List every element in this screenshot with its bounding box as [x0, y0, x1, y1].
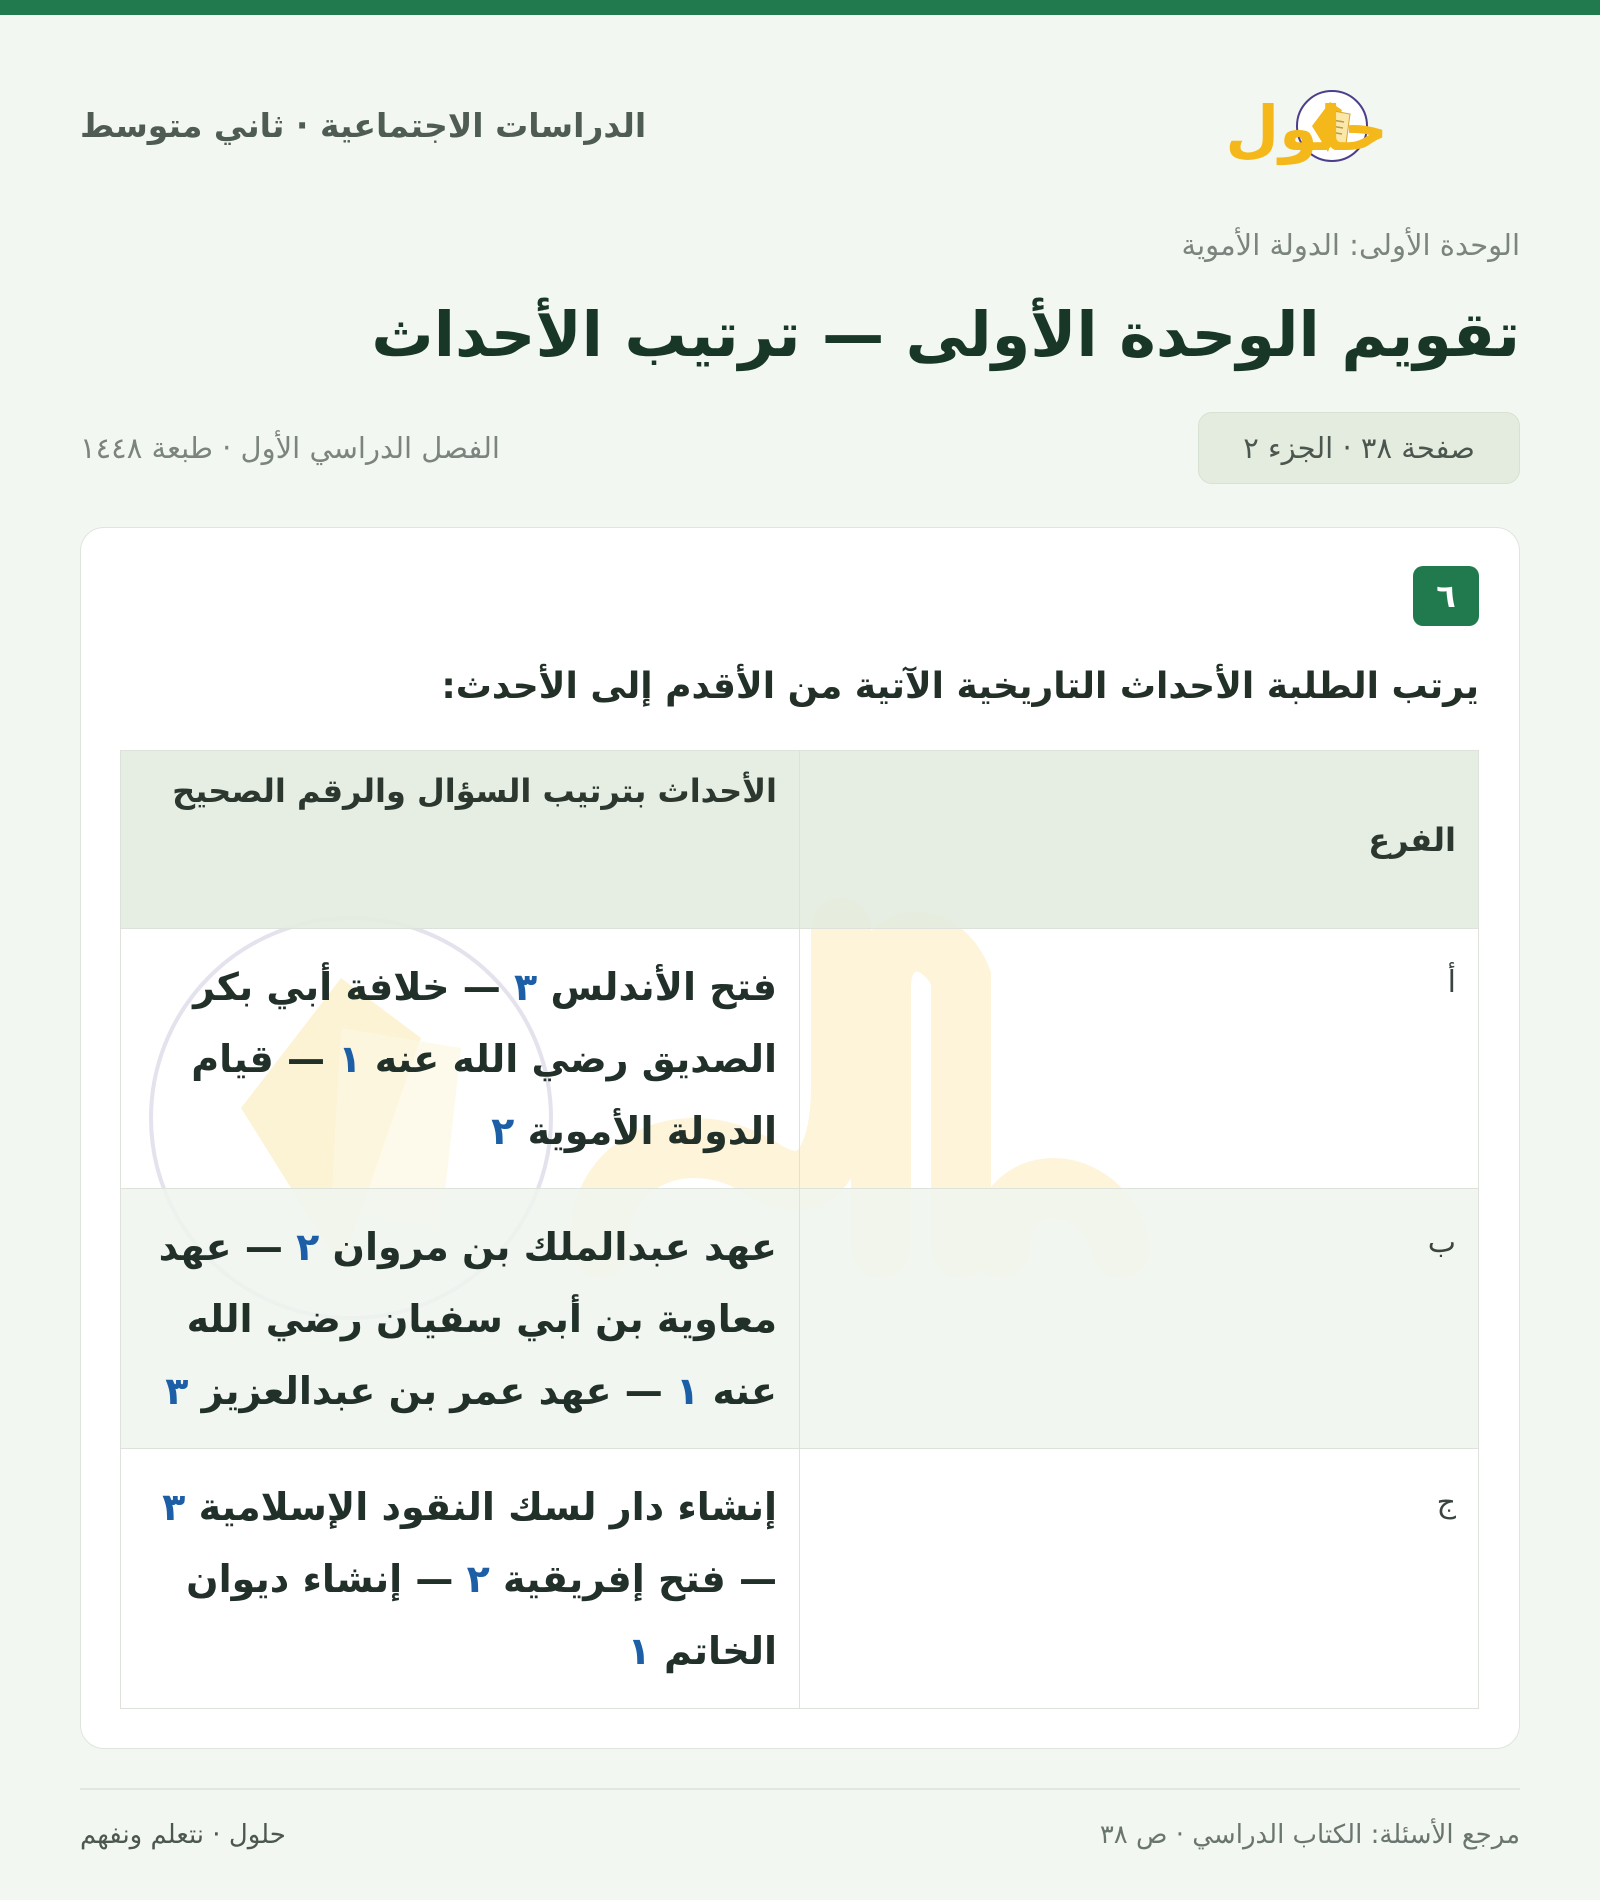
- table-header-row: [121, 751, 1479, 929]
- question-card: [80, 527, 1520, 1749]
- event-text: فتح الأندلس: [550, 965, 777, 1009]
- event-order-number: ١: [338, 1037, 362, 1081]
- event-order-number: ٢: [296, 1225, 320, 1269]
- logo-image: [1225, 80, 1520, 170]
- event-text: عهد عمر بن عبدالعزيز: [201, 1369, 612, 1413]
- page-header: [80, 70, 1520, 180]
- event-order-number: ١: [627, 1629, 651, 1673]
- branch-cell: أ: [800, 929, 1479, 1189]
- branch-cell: ب: [800, 1189, 1479, 1449]
- answers-table: [120, 750, 1479, 1709]
- footer-tagline: حلول · نتعلم ونفهم: [80, 1820, 286, 1850]
- event-order-number: ٢: [466, 1557, 490, 1601]
- table-row: [121, 929, 1479, 1189]
- event-order-number: ٢: [491, 1109, 515, 1153]
- event-order-number: ٣: [162, 1485, 186, 1529]
- table-row: [121, 1189, 1479, 1449]
- events-cell: عهد عبدالملك بن مروان ٢ — عهد معاوية بن أبي سفيان رضي الله عنه ١ — عهد عمر بن عبدالعزيز ٣: [121, 1189, 800, 1449]
- branch-cell: ج: [800, 1449, 1479, 1709]
- event-text: خلافة أبي بكر الصديق رضي الله عنه: [193, 965, 777, 1081]
- footer-divider: [80, 1788, 1520, 1790]
- top-accent-bar: [0, 0, 1600, 15]
- page-title: تقويم الوحدة الأولى — ترتيب الأحداث: [371, 298, 1520, 371]
- event-order-number: ٣: [514, 965, 538, 1009]
- meta-row: [80, 412, 1520, 484]
- event-order-number: ١: [676, 1369, 700, 1413]
- header-events: الأحداث بترتيب السؤال والرقم الصحيح: [121, 751, 800, 929]
- event-text: فتح إفريقية: [503, 1557, 726, 1601]
- events-cell: فتح الأندلس ٣ — خلافة أبي بكر الصديق رضي الله عنه ١ — قيام الدولة الأموية ٢: [121, 929, 800, 1189]
- event-text: إنشاء دار لسك النقود الإسلامية: [198, 1485, 777, 1529]
- hulool-logo[interactable]: [1225, 80, 1520, 170]
- question-text: يرتب الطلبة الأحداث التاريخية الآتية من الأقدم إلى الأحدث:: [441, 666, 1479, 707]
- unit-label: الوحدة الأولى: الدولة الأموية: [1181, 228, 1520, 262]
- events-cell: إنشاء دار لسك النقود الإسلامية ٣ — فتح إفريقية ٢ — إنشاء ديوان الخاتم ١: [121, 1449, 800, 1709]
- semester-info: الفصل الدراسي الأول · طبعة ١٤٤٨: [80, 431, 500, 465]
- logo-text: حلول: [1225, 92, 1388, 165]
- page-number-pill: صفحة ٣٨ · الجزء ٢: [1198, 412, 1520, 484]
- subject-title: الدراسات الاجتماعية · ثاني متوسط: [80, 105, 647, 145]
- event-text: عهد عبدالملك بن مروان: [332, 1225, 777, 1269]
- event-text: قيام الدولة الأموية: [191, 1037, 777, 1153]
- question-number-badge: ٦: [1413, 566, 1479, 626]
- event-text: إنشاء ديوان الخاتم: [186, 1557, 777, 1673]
- footer-reference: مرجع الأسئلة: الكتاب الدراسي · ص ٣٨: [1099, 1820, 1520, 1850]
- event-text: عهد معاوية بن أبي سفيان رضي الله عنه: [158, 1225, 777, 1413]
- event-order-number: ٣: [165, 1369, 189, 1413]
- header-branch: الفرع: [800, 751, 1479, 929]
- table-row: [121, 1449, 1479, 1709]
